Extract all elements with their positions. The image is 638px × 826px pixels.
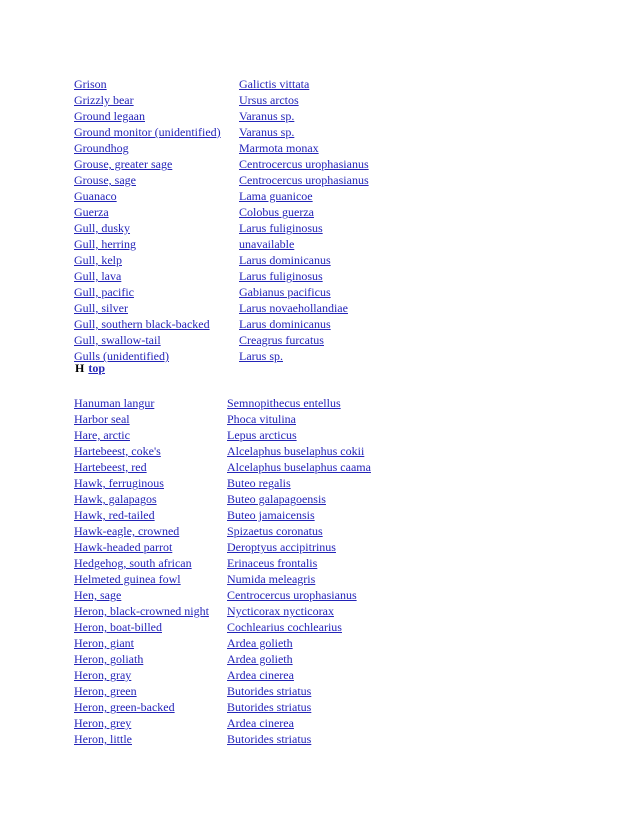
section-header-h <box>75 361 105 376</box>
latin-name-cell <box>227 459 371 475</box>
table-row <box>74 427 371 443</box>
table-row <box>74 92 369 108</box>
latin-name-link[interactable]: Lama guanicoe <box>239 189 313 203</box>
common-name-link[interactable]: Heron, gray <box>74 668 132 682</box>
common-name-link[interactable]: Gull, swallow-tail <box>74 333 161 347</box>
common-name-link[interactable]: Guerza <box>74 205 109 219</box>
table-row <box>74 651 371 667</box>
latin-name-cell <box>227 731 371 747</box>
latin-name-cell <box>227 635 371 651</box>
latin-name-cell <box>227 555 371 571</box>
common-name-cell <box>74 220 239 236</box>
table-row <box>74 475 371 491</box>
latin-name-cell <box>227 715 371 731</box>
common-name-link[interactable]: Gull, kelp <box>74 253 122 267</box>
latin-name-link[interactable]: Alcelaphus buselaphus cokii <box>227 444 365 458</box>
table-row <box>74 108 369 124</box>
common-name-link[interactable]: Heron, goliath <box>74 652 144 666</box>
common-name-link[interactable]: Hawk, red-tailed <box>74 508 155 522</box>
latin-name-cell <box>239 252 369 268</box>
latin-name-link[interactable]: Larus sp. <box>239 349 283 363</box>
common-name-link[interactable]: Gull, pacific <box>74 285 134 299</box>
common-name-link[interactable]: Gull, herring <box>74 237 136 251</box>
common-name-cell <box>74 332 239 348</box>
latin-name-link[interactable]: Nycticorax nycticorax <box>227 604 334 618</box>
common-name-cell <box>74 555 227 571</box>
table-row <box>74 539 371 555</box>
common-name-link[interactable]: Gull, southern black-backed <box>74 317 210 331</box>
latin-name-link[interactable]: Larus fuliginosus <box>239 269 323 283</box>
table-row <box>74 76 369 92</box>
common-name-cell <box>74 651 227 667</box>
latin-name-link[interactable]: unavailable <box>239 237 295 251</box>
table-row <box>74 731 371 747</box>
common-name-cell <box>74 268 239 284</box>
latin-name-cell <box>227 491 371 507</box>
table-row <box>74 300 369 316</box>
latin-name-link[interactable]: Semnopithecus entellus <box>227 396 341 410</box>
latin-name-link[interactable]: Ursus arctos <box>239 93 299 107</box>
latin-name-link[interactable]: Ardea cinerea <box>227 668 294 682</box>
latin-name-cell <box>227 619 371 635</box>
common-name-link[interactable]: Gull, dusky <box>74 221 131 235</box>
table-row <box>74 268 369 284</box>
common-name-link[interactable]: Gulls (unidentified) <box>74 349 169 363</box>
common-name-link[interactable]: Hawk, galapagos <box>74 492 157 506</box>
table-row <box>74 459 371 475</box>
table-row <box>74 124 369 140</box>
latin-name-cell <box>227 571 371 587</box>
common-name-link[interactable]: Hanuman langur <box>74 396 155 410</box>
latin-name-cell <box>239 316 369 332</box>
common-name-cell <box>74 667 227 683</box>
common-name-cell <box>74 204 239 220</box>
latin-name-link[interactable]: Ardea cinerea <box>227 716 294 730</box>
table-row <box>74 236 369 252</box>
common-name-cell <box>74 395 227 411</box>
latin-name-link[interactable]: Ardea golieth <box>227 636 293 650</box>
latin-name-link[interactable]: Centrocercus urophasianus <box>227 588 357 602</box>
latin-name-link[interactable]: Larus dominicanus <box>239 253 331 267</box>
table-row <box>74 603 371 619</box>
common-name-link[interactable]: Guanaco <box>74 189 117 203</box>
table-row <box>74 172 369 188</box>
latin-name-link[interactable]: Butorides striatus <box>227 684 312 698</box>
latin-name-cell <box>239 172 369 188</box>
common-name-cell <box>74 92 239 108</box>
latin-name-cell <box>227 651 371 667</box>
table-row <box>74 443 371 459</box>
common-name-cell <box>74 619 227 635</box>
common-name-link[interactable]: Hedgehog, south african <box>74 556 192 570</box>
latin-name-link[interactable]: Cochlearius cochlearius <box>227 620 342 634</box>
latin-name-cell <box>239 236 369 252</box>
common-name-cell <box>74 156 239 172</box>
section-letter: H <box>75 361 85 375</box>
common-name-cell <box>74 699 227 715</box>
common-name-link[interactable]: Grison <box>74 77 107 91</box>
table-row <box>74 411 371 427</box>
common-name-cell <box>74 76 239 92</box>
table-row <box>74 491 371 507</box>
common-name-link[interactable]: Heron, giant <box>74 636 134 650</box>
latin-name-cell <box>239 76 369 92</box>
latin-name-link[interactable]: Centrocercus urophasianus <box>239 173 369 187</box>
latin-name-cell <box>239 284 369 300</box>
common-name-link[interactable]: Grouse, greater sage <box>74 157 173 171</box>
common-name-link[interactable]: Hare, arctic <box>74 428 130 442</box>
table-row <box>74 284 369 300</box>
latin-name-link[interactable]: Deroptyus accipitrinus <box>227 540 336 554</box>
common-name-link[interactable]: Helmeted guinea fowl <box>74 572 181 586</box>
latin-name-link[interactable]: Spizaetus coronatus <box>227 524 323 538</box>
common-name-cell <box>74 284 239 300</box>
common-name-cell <box>74 300 239 316</box>
table-row <box>74 140 369 156</box>
latin-name-cell <box>227 667 371 683</box>
latin-name-link[interactable]: Larus dominicanus <box>239 317 331 331</box>
latin-name-cell <box>227 539 371 555</box>
common-name-cell <box>74 236 239 252</box>
table-row <box>74 683 371 699</box>
common-name-cell <box>74 427 227 443</box>
common-name-link[interactable]: Heron, green <box>74 684 137 698</box>
common-name-link[interactable]: Heron, little <box>74 732 132 746</box>
common-name-cell <box>74 571 227 587</box>
latin-name-cell <box>239 332 369 348</box>
common-name-cell <box>74 491 227 507</box>
common-name-cell <box>74 411 227 427</box>
common-name-link[interactable]: Hen, sage <box>74 588 122 602</box>
latin-name-link[interactable]: Colobus guerza <box>239 205 314 219</box>
common-name-link[interactable]: Harbor seal <box>74 412 130 426</box>
latin-name-cell <box>227 443 371 459</box>
latin-name-cell <box>239 108 369 124</box>
latin-name-cell <box>239 268 369 284</box>
latin-name-cell <box>227 507 371 523</box>
common-name-cell <box>74 715 227 731</box>
common-name-link[interactable]: Heron, boat-billed <box>74 620 162 634</box>
common-name-cell <box>74 108 239 124</box>
common-name-link[interactable]: Ground legaan <box>74 109 145 123</box>
latin-name-cell <box>227 427 371 443</box>
latin-name-cell <box>239 156 369 172</box>
latin-name-link[interactable]: Ardea golieth <box>227 652 293 666</box>
common-name-cell <box>74 731 227 747</box>
latin-name-link[interactable]: Buteo regalis <box>227 476 291 490</box>
common-name-cell <box>74 443 227 459</box>
latin-name-link[interactable]: Centrocercus urophasianus <box>239 157 369 171</box>
table-row <box>74 348 369 364</box>
common-name-cell <box>74 603 227 619</box>
latin-name-cell <box>239 92 369 108</box>
latin-name-link[interactable]: Erinaceus frontalis <box>227 556 318 570</box>
latin-name-cell <box>239 300 369 316</box>
latin-name-link[interactable]: Gabianus pacificus <box>239 285 331 299</box>
species-table-g <box>74 76 369 364</box>
common-name-link[interactable]: Groundhog <box>74 141 129 155</box>
latin-name-link[interactable]: Buteo jamaicensis <box>227 508 315 522</box>
common-name-cell <box>74 635 227 651</box>
table-row <box>74 635 371 651</box>
common-name-cell <box>74 124 239 140</box>
latin-name-cell <box>227 683 371 699</box>
table-row <box>74 220 369 236</box>
common-name-link[interactable]: Heron, grey <box>74 716 132 730</box>
latin-name-cell <box>239 220 369 236</box>
latin-name-cell <box>239 204 369 220</box>
table-row <box>74 395 371 411</box>
common-name-cell <box>74 539 227 555</box>
latin-name-cell <box>239 348 369 364</box>
latin-name-link[interactable]: Larus novaehollandiae <box>239 301 348 315</box>
common-name-cell <box>74 683 227 699</box>
common-name-cell <box>74 140 239 156</box>
common-name-cell <box>74 475 227 491</box>
common-name-link[interactable]: Hartebeest, red <box>74 460 147 474</box>
common-name-link[interactable]: Gull, silver <box>74 301 128 315</box>
latin-name-cell <box>227 603 371 619</box>
table-row <box>74 667 371 683</box>
latin-name-cell <box>227 395 371 411</box>
common-name-link[interactable]: Hawk-eagle, crowned <box>74 524 180 538</box>
latin-name-link[interactable]: Numida meleagris <box>227 572 316 586</box>
latin-name-cell <box>227 587 371 603</box>
latin-name-link[interactable]: Creagrus furcatus <box>239 333 324 347</box>
latin-name-cell <box>239 188 369 204</box>
common-name-link[interactable]: Hawk-headed parrot <box>74 540 173 554</box>
latin-name-cell <box>227 411 371 427</box>
latin-name-link[interactable]: Butorides striatus <box>227 732 312 746</box>
latin-name-link[interactable]: Marmota monax <box>239 141 319 155</box>
table-row <box>74 619 371 635</box>
common-name-cell <box>74 252 239 268</box>
table-row <box>74 507 371 523</box>
latin-name-link[interactable]: Butorides striatus <box>227 700 312 714</box>
table-row <box>74 555 371 571</box>
table-row <box>74 188 369 204</box>
table-row <box>74 332 369 348</box>
latin-name-cell <box>227 475 371 491</box>
table-row <box>74 571 371 587</box>
common-name-cell <box>74 316 239 332</box>
table-row <box>74 587 371 603</box>
common-name-cell <box>74 507 227 523</box>
table-row <box>74 523 371 539</box>
latin-name-cell <box>239 140 369 156</box>
table-row <box>74 316 369 332</box>
latin-name-link[interactable]: Varanus sp. <box>239 109 295 123</box>
table-row <box>74 204 369 220</box>
common-name-link[interactable]: Hartebeest, coke's <box>74 444 161 458</box>
common-name-cell <box>74 523 227 539</box>
table-row <box>74 699 371 715</box>
latin-name-link[interactable]: Lepus arcticus <box>227 428 297 442</box>
common-name-cell <box>74 172 239 188</box>
species-table-h <box>74 395 371 747</box>
common-name-link[interactable]: Heron, green-backed <box>74 700 175 714</box>
common-name-link[interactable]: Ground monitor (unidentified) <box>74 125 221 139</box>
latin-name-cell <box>227 699 371 715</box>
latin-name-link[interactable]: Larus fuliginosus <box>239 221 323 235</box>
common-name-cell <box>74 188 239 204</box>
latin-name-link[interactable]: Alcelaphus buselaphus caama <box>227 460 371 474</box>
latin-name-link[interactable]: Phoca vitulina <box>227 412 296 426</box>
latin-name-cell <box>239 124 369 140</box>
common-name-link[interactable]: Grouse, sage <box>74 173 136 187</box>
common-name-link[interactable]: Heron, black-crowned night <box>74 604 209 618</box>
common-name-link[interactable]: Grizzly bear <box>74 93 134 107</box>
common-name-link[interactable]: Gull, lava <box>74 269 122 283</box>
latin-name-link[interactable]: Galictis vittata <box>239 77 310 91</box>
top-link[interactable]: top <box>88 361 106 375</box>
latin-name-cell <box>227 523 371 539</box>
latin-name-link[interactable]: Buteo galapagoensis <box>227 492 326 506</box>
common-name-cell <box>74 587 227 603</box>
table-row <box>74 715 371 731</box>
common-name-cell <box>74 459 227 475</box>
table-row <box>74 252 369 268</box>
table-row <box>74 156 369 172</box>
common-name-link[interactable]: Hawk, ferruginous <box>74 476 164 490</box>
latin-name-link[interactable]: Varanus sp. <box>239 125 295 139</box>
